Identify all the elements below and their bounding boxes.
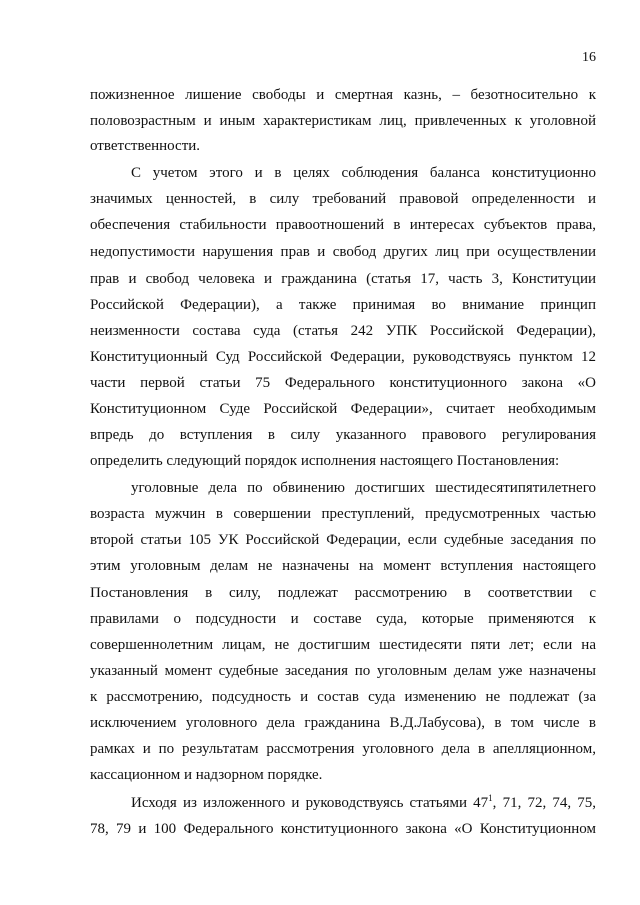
text-line: обеспечения стабильности правоотношений в интересах субъектов права,: [90, 217, 596, 233]
text-line: Российской Федерации), а также принимая во внимание принцип: [90, 297, 596, 313]
text-line: С учетом этого и в целях соблюдения баланса конституционно: [131, 165, 596, 181]
text-line: 78, 79 и 100 Федерального конституционного закона «О Конституционном: [90, 821, 596, 837]
text-line: неизменности состава суда (статья 242 УПК Российской Федерации),: [90, 323, 596, 339]
text-line: совершеннолетним лицам, не достигшим шестидесяти пяти лет; если на: [90, 637, 596, 653]
text-line: половозрастным и иным характеристикам лиц, привлеченных к уголовной: [90, 113, 596, 129]
text-line: рамках и по результатам рассмотрения уголовного дела в апелляционном,: [90, 741, 596, 757]
text-line: Конституционном Суде Российской Федерации», считает необходимым: [90, 401, 596, 417]
text-line: ответственности.: [90, 138, 201, 154]
text-line: указанный момент судебные заседания по уголовным делам уже назначены: [90, 663, 596, 679]
superscript: 1: [488, 793, 493, 803]
closing-text-end: , 71, 72, 74, 75,: [492, 795, 596, 811]
text-line-with-superscript: [131, 792, 596, 814]
text-line: впредь до вступления в силу указанного правового регулирования: [90, 427, 596, 443]
text-line: Конституционный Суд Российской Федерации, руководствуясь пунктом 12: [90, 349, 596, 365]
text-line: исключением уголовного дела гражданина В.Д.Лабусова), в том числе в: [90, 715, 596, 731]
text-line: кассационном и надзорном порядке.: [90, 767, 323, 783]
text-line: недопустимости нарушения прав и свобод других лиц при осуществлении: [90, 244, 596, 260]
text-line: пожизненное лишение свободы и смертная казнь, – безотносительно к: [90, 87, 596, 103]
text-line: значимых ценностей, в силу требований правовой определенности и: [90, 191, 596, 207]
text-line: второй статьи 105 УК Российской Федерации, если судебные заседания по: [90, 532, 596, 548]
text-line: правилами о подсудности и составе суда, которые применяются к: [90, 611, 596, 627]
text-line: определить следующий порядок исполнения настоящего Постановления:: [90, 453, 560, 469]
text-line: к рассмотрению, подсудность и состав суда изменению не подлежат (за: [90, 689, 596, 705]
text-line: прав и свобод человека и гражданина (статья 17, часть 3, Конституции: [90, 271, 596, 287]
text-line: Постановления в силу, подлежат рассмотрению в соответствии с: [90, 585, 596, 601]
text-line: возраста мужчин в совершении преступлений, предусмотренных частью: [90, 506, 596, 522]
closing-text-start: Исходя из изложенного и руководствуясь статьями 47: [131, 795, 489, 811]
page-number: 16: [582, 50, 596, 65]
text-line: уголовные дела по обвинению достигших шестидесятипятилетнего: [131, 480, 596, 496]
text-line: этим уголовным делам не назначены на момент вступления настоящего: [90, 558, 596, 574]
text-line: части первой статьи 75 Федерального конституционного закона «О: [90, 375, 596, 391]
